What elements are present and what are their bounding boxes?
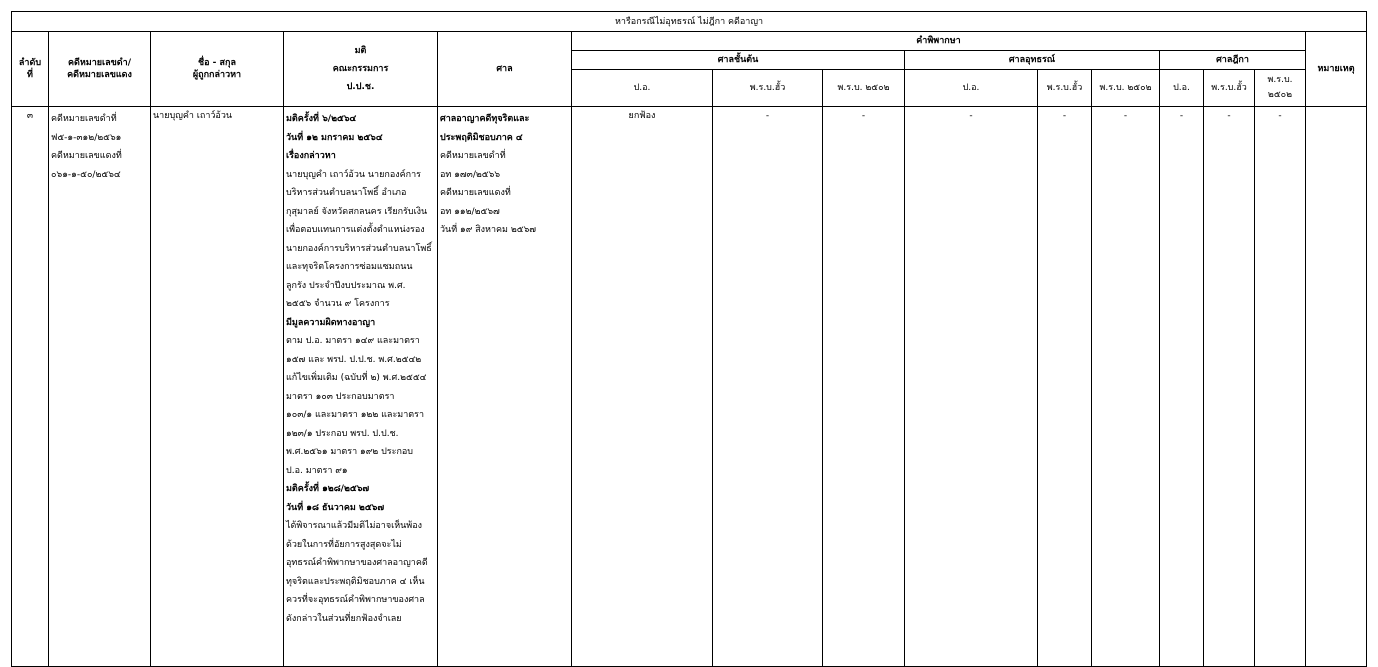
resolution-line: นายบุญคำ เถาว์อ้วน นายกองค์การ (286, 169, 421, 180)
resolution-line: ดังกล่าวในส่วนที่ยกฟ้องจำเลย (286, 613, 402, 624)
header-appeal-act: พ.ร.บ.ฮั้ว (1038, 70, 1092, 107)
resolution-line: พ.ศ.๒๕๖๑ มาตรา ๑๙๒ ประกอบ (286, 447, 414, 457)
resolution-line: ๒๕๕๖ จำนวน ๙ โครงการ (286, 299, 390, 309)
resolution-line: ได้พิจารณาแล้วมีมติไม่อาจเห็นพ้อง (286, 521, 423, 531)
resolution-line: เรื่องกล่าวหา (286, 151, 336, 161)
court-line: คดีหมายเลขแดงที่ (440, 188, 511, 198)
resolution-line: วันที่ ๑๒ มกราคม ๒๕๖๔ (286, 132, 383, 143)
resolution-line: มติครั้งที่ ๑๒๘/๒๕๖๗ (286, 484, 370, 494)
resolution-line: ลูกรัง ประจำปีงบประมาณ พ.ศ. (286, 280, 406, 291)
resolution-line: ๑๒๓/๑ ประกอบ พรป. ป.ป.ช. (286, 428, 399, 439)
court-line: อท ๑๑๒/๒๕๖๗ (440, 206, 500, 217)
row-appeal-po: - (905, 107, 1038, 667)
table-title: หารือกรณีไม่อุทธรณ์ ไม่ฎีกา คดีอาญา (12, 12, 1367, 32)
table-row (12, 107, 1367, 667)
header-first-2502: พ.ร.บ. ๒๕๐๒ (823, 70, 905, 107)
resolution-line: แก้ไขเพิ่มเติม (ฉบับที่ ๒) พ.ศ.๒๕๕๔ (286, 373, 427, 383)
header-supreme-2502: พ.ร.บ. ๒๕๐๒ (1255, 70, 1306, 107)
header-judgment: คำพิพากษา (572, 32, 1306, 51)
resolution-line: นายกองค์การบริหารส่วนตำบลนาโพธิ์ (286, 243, 432, 254)
court-line: วันที่ ๑๙ สิงหาคม ๒๕๖๗ (440, 225, 537, 235)
header-appeal-2502: พ.ร.บ. ๒๕๐๒ (1092, 70, 1160, 107)
court-line: ประพฤติมิชอบภาค ๔ (440, 132, 523, 143)
row-name: นายบุญคำ เถาว์อ้วน (151, 107, 284, 667)
resolution-line: มติครั้งที่ ๖/๒๕๖๔ (286, 114, 357, 124)
resolution-line: กุสุมาลย์ จังหวัดสกลนคร เรียกรับเงิน (286, 206, 428, 217)
row-first-2502: - (823, 107, 905, 667)
resolution-line: ๑๐๓/๑ และมาตรา ๑๒๒ และมาตรา (286, 410, 425, 420)
header-first-court: ศาลชั้นต้น (572, 51, 905, 70)
header-supreme-po: ป.อ. (1160, 70, 1204, 107)
row-supreme-act: - (1204, 107, 1255, 667)
court-line: ศาลอาญาคดีทุจริตและ (440, 114, 530, 124)
header-appeal-po: ป.อ. (905, 70, 1038, 107)
resolution-line: มีมูลความผิดทางอาญา (286, 317, 376, 328)
header-supreme-act: พ.ร.บ.ฮั้ว (1204, 70, 1255, 107)
resolution-line: อุทธรณ์คำพิพากษาของศาลอาญาคดี (286, 558, 428, 568)
resolution-line: และทุจริตโครงการซ่อมแซมถนน (286, 262, 413, 272)
header-first-po: ป.อ. (572, 70, 713, 107)
court-line: อท ๑๗๓/๒๕๖๖ (440, 169, 501, 180)
resolution-line: ทุจริตและประพฤติมิชอบภาค ๔ เห็น (286, 576, 425, 587)
row-appeal-act: - (1038, 107, 1092, 667)
resolution-line: วันที่ ๑๘ ธันวาคม ๒๕๖๗ (286, 502, 385, 513)
row-supreme-2502: - (1255, 107, 1306, 667)
header-supreme-court: ศาลฎีกา (1160, 51, 1306, 70)
row-supreme-po: - (1160, 107, 1204, 667)
resolution-line: เพื่อตอบแทนการแต่งตั้งตำแหน่งรอง (286, 225, 425, 235)
resolution-line: ป.อ. มาตรา ๙๑ (286, 465, 348, 476)
row-appeal-2502: - (1092, 107, 1160, 667)
resolution-line: ด้วยในการที่อัยการสูงสุดจะไม่ (286, 539, 402, 550)
resolution-line: บริหารส่วนตำบลนาโพธิ์ อำเภอ (286, 188, 407, 198)
resolution-line: ตาม ป.อ. มาตรา ๑๔๙ และมาตรา (286, 336, 420, 346)
header-no: ลำดับ ที่ (12, 32, 49, 107)
row-first-act: - (713, 107, 823, 667)
header-first-act: พ.ร.บ.ฮั้ว (713, 70, 823, 107)
court-line: คดีหมายเลขดำที่ (440, 151, 506, 161)
row-resolution (284, 107, 438, 667)
resolution-line: ควรที่จะอุทธรณ์คำพิพากษาของศาล (286, 595, 425, 605)
header-remark: หมายเหตุ (1306, 32, 1367, 107)
row-no: ๓ (12, 107, 49, 667)
resolution-line: มาตรา ๑๐๓ ประกอบมาตรา (286, 391, 395, 402)
resolution-line: ๑๕๗ และ พรป. ป.ป.ช. พ.ศ.๒๕๔๒ (286, 354, 422, 365)
header-case-no: คดีหมายเลขดำ/ คดีหมายเลขแดง (49, 32, 151, 107)
row-case-no: คดีหมายเลขดำที่ ฟ๕-๑-๓๑๒/๒๕๖๑ คดีหมายเลขแดงที่ ๐๖๑-๑-๕๐/๒๕๖๔ (49, 107, 151, 667)
row-remark (1306, 107, 1367, 667)
header-appeal-court: ศาลอุทธรณ์ (905, 51, 1160, 70)
header-court: ศาล (438, 32, 572, 107)
header-resolution: มติ คณะกรรมการ ป.ป.ช. (284, 32, 438, 107)
case-table (11, 11, 1367, 667)
row-first-po: ยกฟ้อง (572, 107, 713, 667)
row-court (438, 107, 572, 667)
header-name: ชื่อ - สกุล ผู้ถูกกล่าวหา (151, 32, 284, 107)
